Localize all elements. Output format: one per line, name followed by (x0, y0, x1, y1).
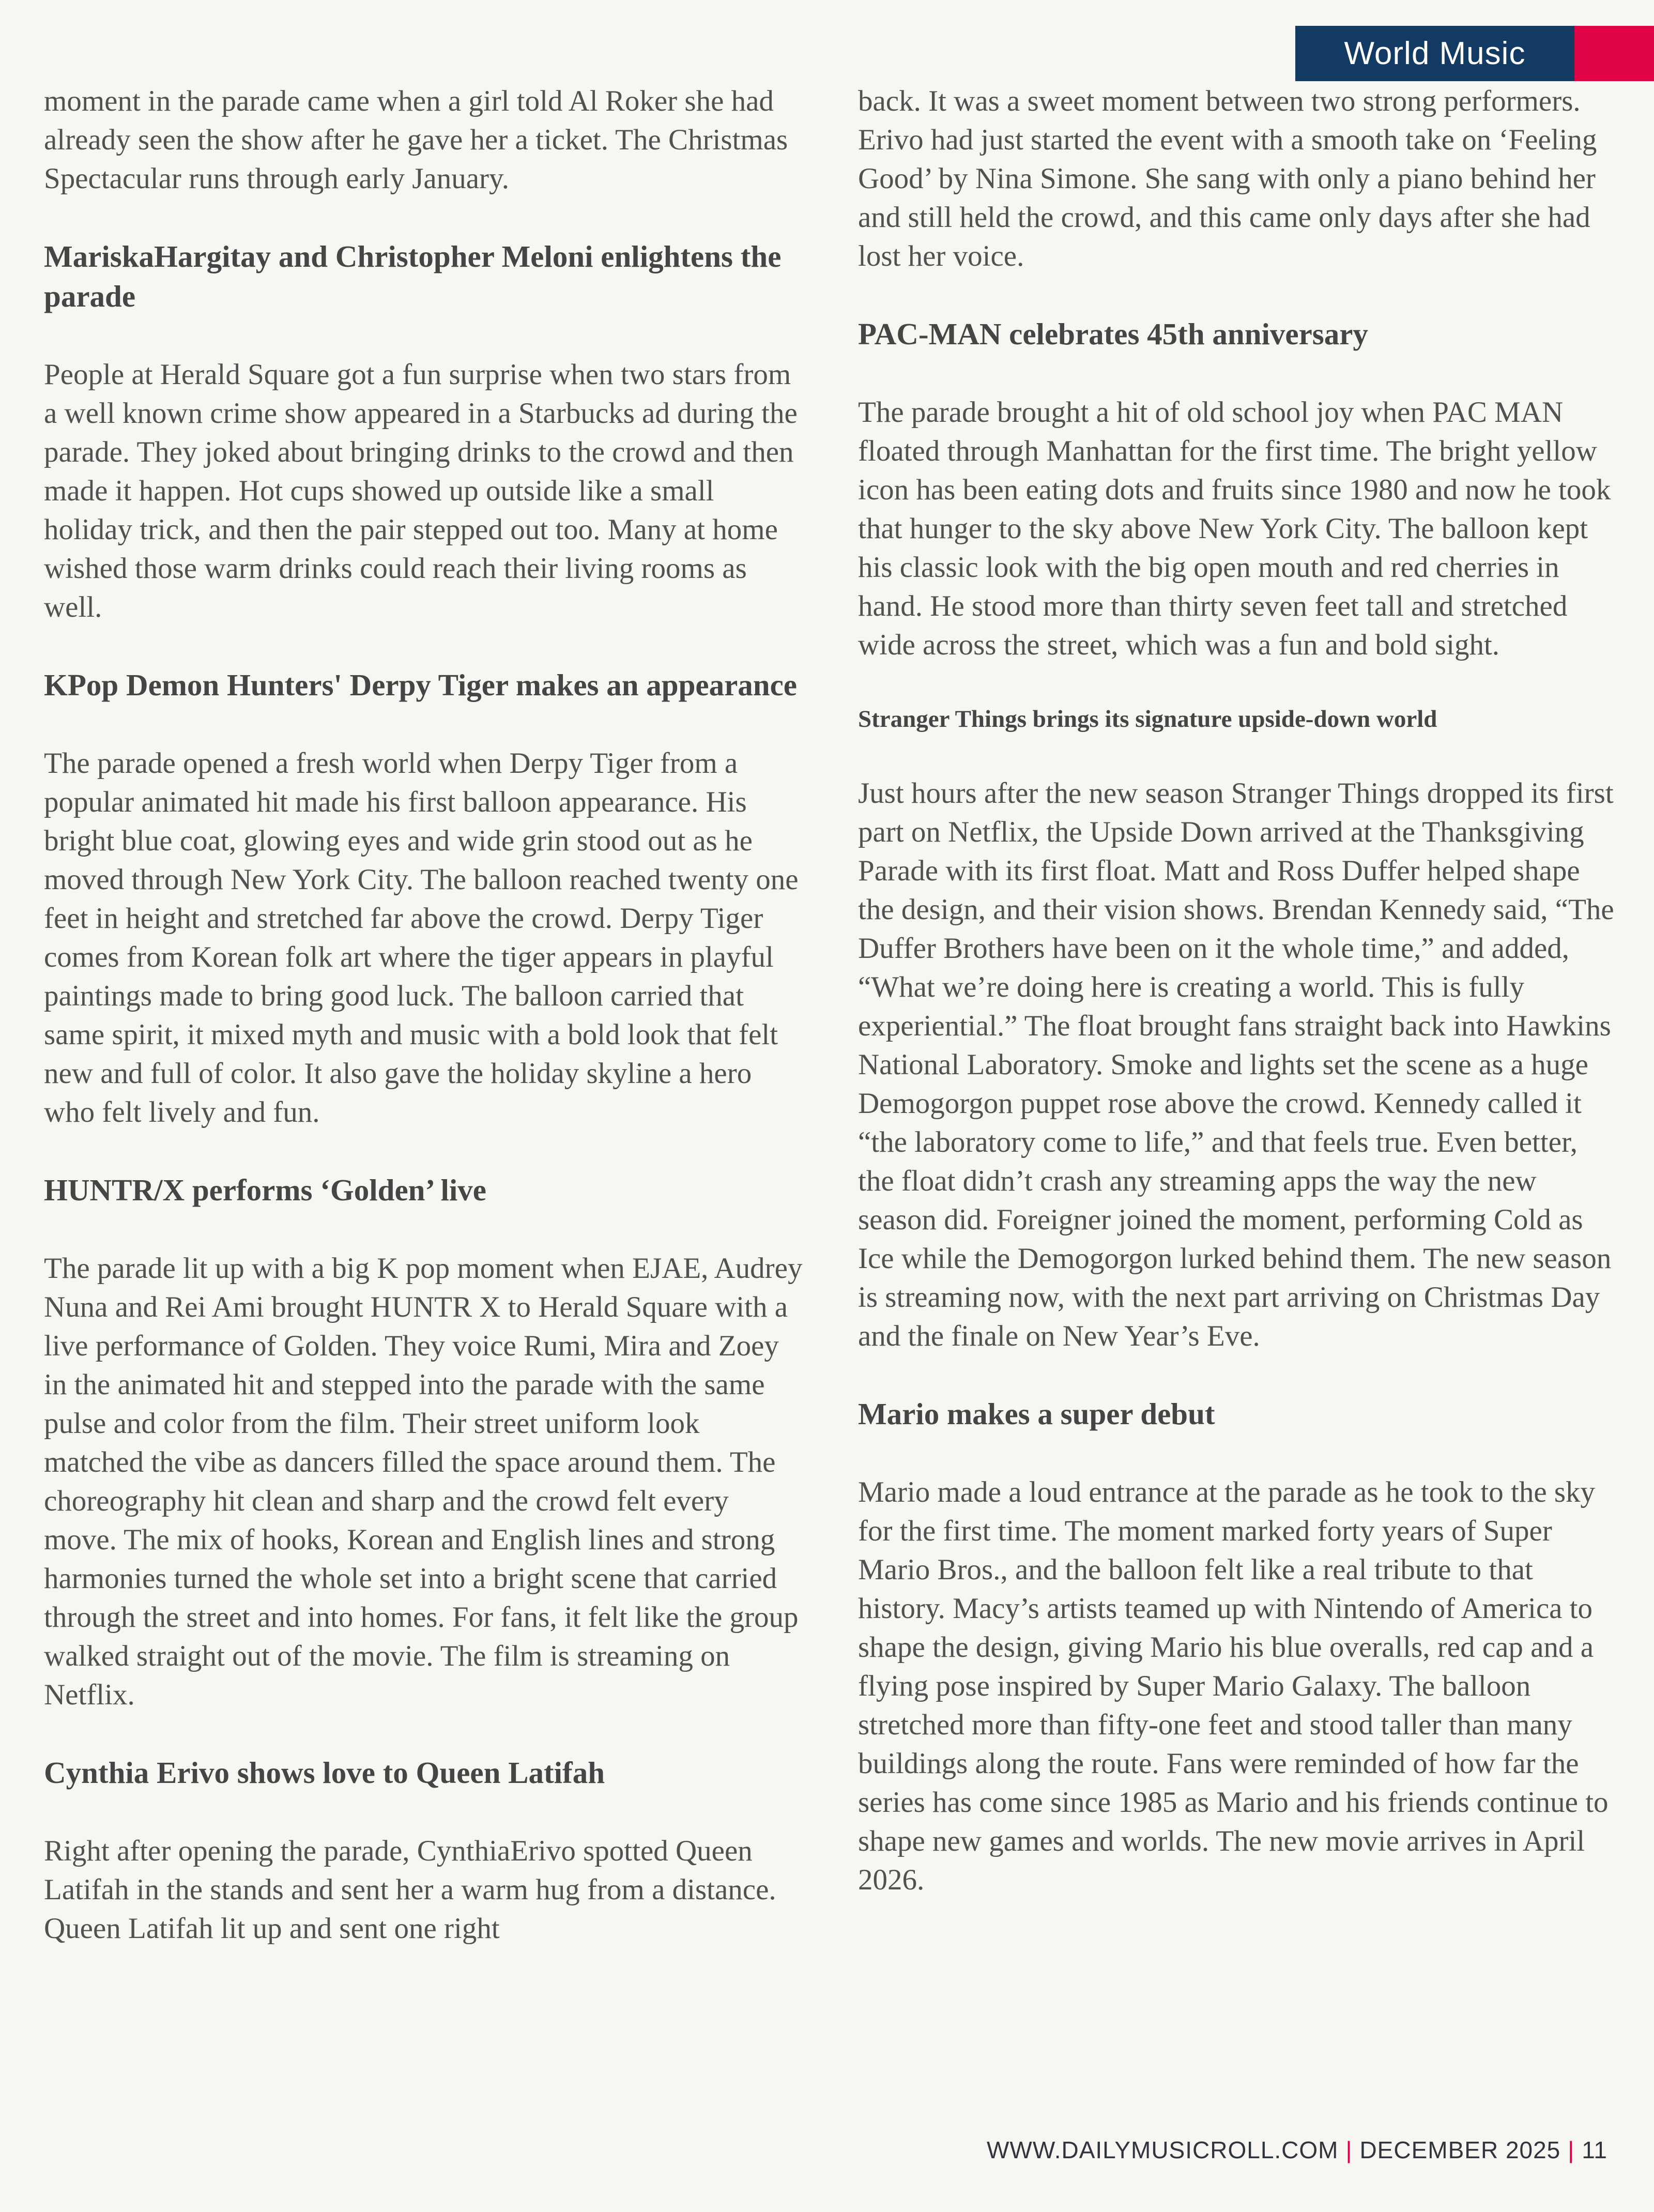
right-column (858, 82, 1618, 1987)
paragraph-huntrx: The parade lit up with a big K pop moment when EJAE, Audrey Nuna and Rei Ami brought HUNTR X to Herald Square with a live performance of Golden. They voice Rumi, Mira and Zoey in the animated hit and stepped into the parade with the same pulse and color from the film. Their street uniform look matched the vibe as dancers filled the space around them. The choreography hit clean and sharp and the crowd felt every move. The mix of hooks, Korean and English lines and strong harmonies turned the whole set into a bright scene that carried through the street and into homes. For fans, it felt like the group walked straight out of the movie. The film is streaming on Netflix. (44, 1252, 803, 1711)
left-column (44, 82, 804, 1987)
section-tag-accent-bar (1574, 26, 1654, 81)
footer-separator: | (1345, 2137, 1353, 2163)
footer-site-url: WWW.DAILYMUSICROLL.COM (986, 2137, 1339, 2163)
section-heading-pacman: PAC-MAN celebrates 45th anniversary (858, 317, 1368, 351)
page-footer (987, 2136, 1607, 2164)
footer-issue-date: DECEMBER 2025 (1359, 2137, 1561, 2163)
paragraph-cynthia-erivo: Right after opening the parade, CynthiaErivo spotted Queen Latifah in the stands and sent her a warm hug from a distance. Queen Latifah lit up and sent one right (44, 1835, 776, 1945)
paragraph-continuation: moment in the parade came when a girl told Al Roker she had already seen the show after he gave her a ticket. The Christmas Spectacular runs through early January. (44, 85, 788, 195)
section-heading-cynthia-erivo: Cynthia Erivo shows love to Queen Latifah (44, 1756, 605, 1790)
paragraph-hargitay-meloni: People at Herald Square got a fun surprise when two stars from a well known crime show appeared in a Starbucks ad during the parade. They joked about bringing drinks to the crowd and then made it happen. Hot cups showed up outside like a small holiday trick, and then the pair stepped out too. Many at home wished those warm drinks could reach their living rooms as well. (44, 358, 798, 623)
section-tag-label: World Music (1295, 26, 1574, 81)
section-heading-hargitay-meloni: MariskaHargitay and Christopher Meloni enlightens the parade (44, 239, 782, 313)
section-tag (1295, 26, 1654, 81)
footer-page-number: 11 (1582, 2137, 1607, 2163)
section-heading-mario: Mario makes a super debut (858, 1397, 1215, 1431)
footer-separator: | (1568, 2137, 1575, 2163)
paragraph-mario: Mario made a loud entrance at the parade as he took to the sky for the first time. The moment marked forty years of Super Mario Bros., and the balloon felt like a real tribute to that history. Macy’s artists teamed up with Nintendo of America to shape the design, giving Mario his blue overalls, red cap and a flying pose inspired by Super Mario Galaxy. The balloon stretched more than fifty-one feet and stood taller than many buildings along the route. Fans were reminded of how far the series has come since 1985 as Mario and his friends continue to shape new games and worlds. The new movie arrives in April 2026. (858, 1476, 1609, 1896)
section-heading-derpy-tiger: KPop Demon Hunters' Derpy Tiger makes an appearance (44, 668, 797, 702)
paragraph-derpy-tiger: The parade opened a fresh world when Derpy Tiger from a popular animated hit made his first balloon appearance. His bright blue coat, glowing eyes and wide grin stood out as he moved through New York City. The balloon reached twenty one feet in height and stretched far above the crowd. Derpy Tiger comes from Korean folk art where the tiger appears in playful paintings made to bring good luck. The balloon carried that same spirit, it mixed myth and music with a bold look that felt new and full of color. It also gave the holiday skyline a hero who felt lively and fun. (44, 747, 799, 1128)
paragraph-stranger-things: Just hours after the new season Stranger Things dropped its first part on Netflix, the Upside Down arrived at the Thanksgiving Parade with its first float. Matt and Ross Duffer helped shape the design, and their vision shows. Brendan Kennedy said, “The Duffer Brothers have been on it the whole time,” and added, “What we’re doing here is creating a world. This is fully experiential.” The float brought fans straight back into Hawkins National Laboratory. Smoke and lights set the scene as a huge Demogorgon puppet rose above the crowd. Kennedy called it “the laboratory come to life,” and that feels true. Even better, the float didn’t crash any streaming apps the way the new season did. Foreigner joined the moment, performing Cold as Ice while the Demogorgon lurked behind them. The new season is streaming now, with the next part arriving on Christmas Day and the finale on New Year’s Eve. (858, 777, 1614, 1352)
section-heading-huntrx: HUNTR/X performs ‘Golden’ live (44, 1173, 486, 1207)
paragraph-pacman: The parade brought a hit of old school joy when PAC MAN floated through Manhattan for the first time. The bright yellow icon has been eating dots and fruits since 1980 and now he took that hunger to the sky above New York City. The balloon kept his classic look with the big open mouth and red cherries in hand. He stood more than thirty seven feet tall and stretched wide across the street, which was a fun and bold sight. (858, 396, 1611, 661)
subheading-stranger-things: Stranger Things brings its signature upside-down world (858, 706, 1437, 733)
paragraph-erivo-continued: back. It was a sweet moment between two strong performers. Erivo had just started the event with a smooth take on ‘Feeling Good’ by Nina Simone. She sang with only a piano behind her and still held the crowd, and this came only days after she had lost her voice. (858, 85, 1597, 272)
